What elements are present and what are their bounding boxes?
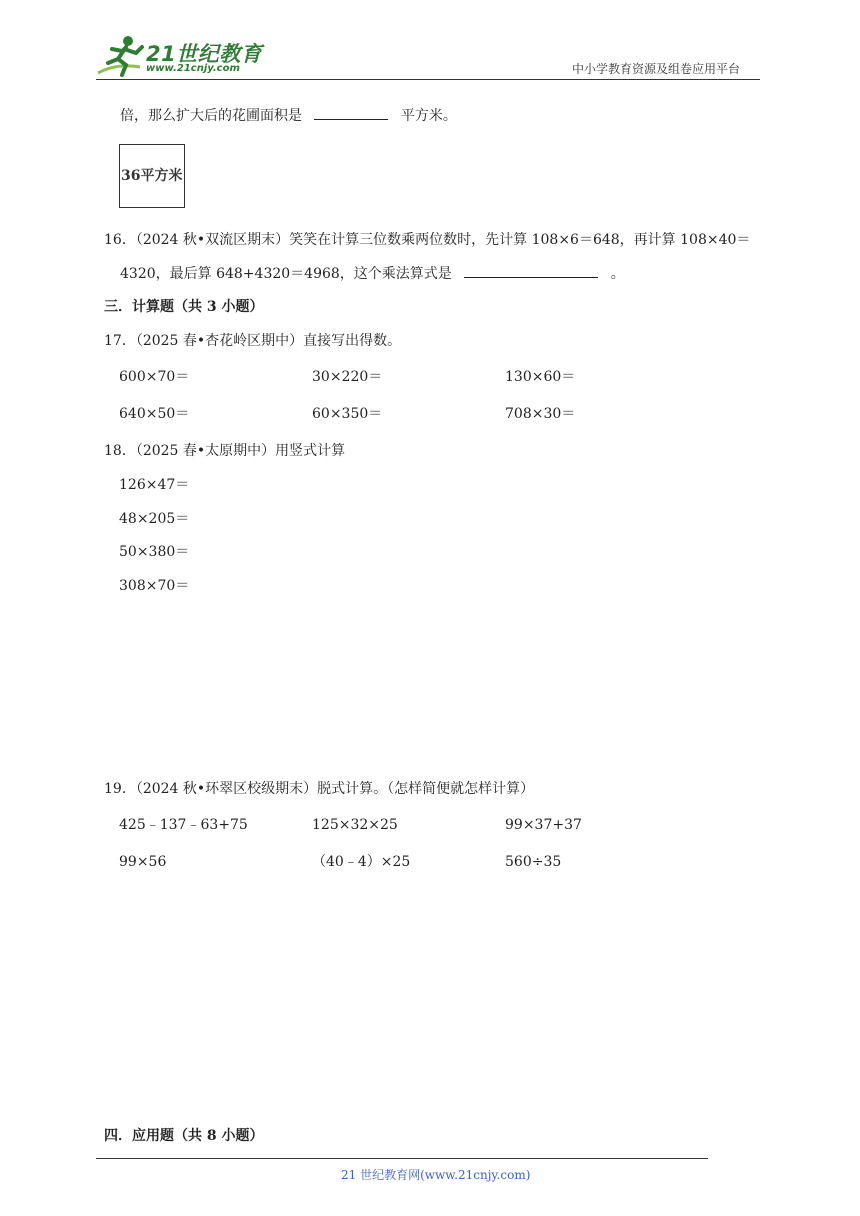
q16-line2-prefix: 4320，最后算 648+4320＝4968，这个乘法算式是 bbox=[120, 266, 452, 282]
q15-line-suffix: 平方米。 bbox=[400, 108, 457, 124]
q19-item: 125×32×25 bbox=[312, 817, 398, 833]
q18-item: 126×47＝ bbox=[119, 477, 190, 493]
q17-item: 30×220＝ bbox=[312, 369, 383, 385]
q16-line1: 16．（2024 秋•双流区期末）笑笑在计算三位数乘两位数时，先计算 108×6＝648，再计算 108×40＝ bbox=[104, 232, 751, 248]
q18-item: 48×205＝ bbox=[119, 511, 190, 527]
q19-item: 560÷35 bbox=[505, 854, 562, 870]
section3-title: 三．计算题（共 3 小题） bbox=[104, 299, 264, 315]
q17-item: 60×350＝ bbox=[312, 406, 383, 422]
logo-brand-text: 21世纪教育 bbox=[146, 42, 263, 66]
q18-title: 18．（2025 春•太原期中）用竖式计算 bbox=[104, 443, 346, 459]
footer-divider bbox=[96, 1158, 708, 1159]
q16-line2 bbox=[120, 263, 625, 284]
q16-answer-blank[interactable] bbox=[464, 263, 598, 278]
q19-item: 99×56 bbox=[119, 854, 167, 870]
q19-title: 19．（2024 秋•环翠区校级期末）脱式计算。（怎样简便就怎样计算） bbox=[104, 781, 535, 797]
q17-item: 600×70＝ bbox=[119, 369, 190, 385]
q17-item: 130×60＝ bbox=[505, 369, 576, 385]
q15-answer-blank[interactable] bbox=[314, 105, 388, 120]
section4-title: 四．应用题（共 8 小题） bbox=[104, 1128, 264, 1144]
q18-item: 308×70＝ bbox=[119, 578, 190, 594]
q15-line-prefix: 倍，那么扩大后的花圃面积是 bbox=[120, 108, 302, 124]
q19-item: （40﹣4）×25 bbox=[312, 854, 411, 870]
q18-item: 50×380＝ bbox=[119, 544, 190, 560]
q15-answer-line bbox=[120, 105, 457, 126]
q15-figure-label: 36平方米 bbox=[121, 168, 183, 184]
q17-item: 708×30＝ bbox=[505, 406, 576, 422]
q19-item: 99×37+37 bbox=[505, 817, 582, 833]
header-platform-title: 中小学教育资源及组卷应用平台 bbox=[572, 62, 741, 76]
q17-item: 640×50＝ bbox=[119, 406, 190, 422]
logo-url-text: www.21cnjy.com bbox=[146, 63, 240, 74]
q19-item: 425﹣137﹣63+75 bbox=[119, 817, 248, 833]
q16-line2-suffix: 。 bbox=[610, 266, 625, 282]
footer-text: 21 世纪教育网(www.21cnjy.com) bbox=[341, 1168, 531, 1182]
q17-title: 17．（2025 春•杏花岭区期中）直接写出得数。 bbox=[104, 333, 402, 349]
header-divider bbox=[96, 79, 760, 80]
